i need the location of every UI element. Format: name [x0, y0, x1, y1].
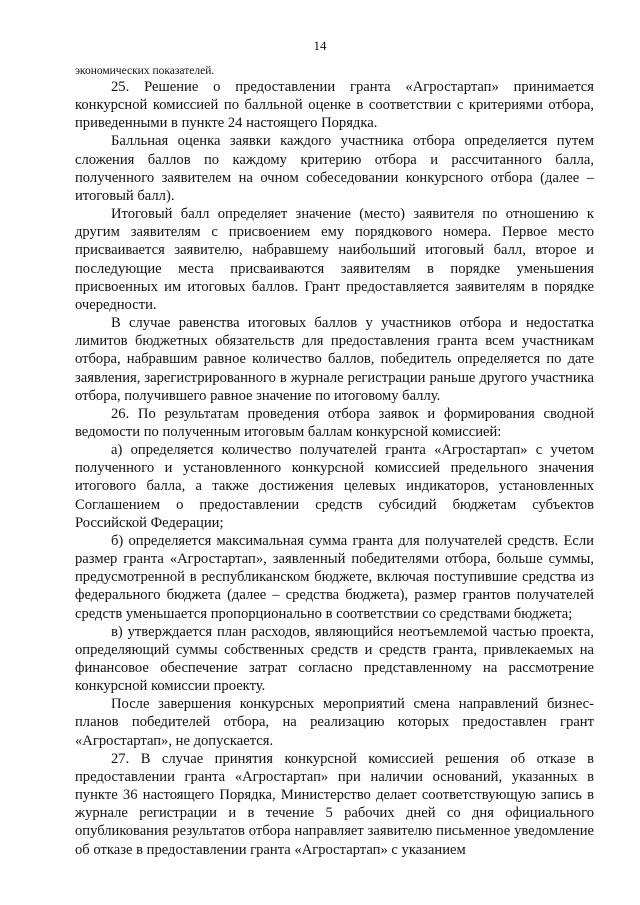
continued-line: экономических показателей.	[75, 65, 215, 77]
paragraph-26-b: б) определяется максимальная сумма гранта для получателей средств. Если размер гранта «Агростартап», заявленный победителями отбора, больше суммы, предусмотренной в республиканском бюджете, включая поступившие средства из федерального бюджета (далее – средства бюджета), размер грантов получателей средств уменьшается пропорционально в соответствии со средствами бюджета;	[75, 532, 594, 622]
paragraph-26: 26. По результатам проведения отбора заявок и формирования сводной ведомости по полученным итоговым баллам конкурсной комиссией:	[75, 405, 594, 440]
paragraph-ranking: Итоговый балл определяет значение (место) заявителя по отношению к другим заявителям с присвоением ему порядкового номера. Первое место присваивается заявителю, набравшему наибольший итоговый балл, второе и последующие места присваиваются заявителям в порядке уменьшения присвоенных им итоговых баллов. Грант предоставляется заявителям в порядке очередности.	[75, 206, 594, 313]
paragraph-27: 27. В случае принятия конкурсной комиссией решения об отказе в предоставлении гранта «Агростартап» при наличии оснований, указанных в пункте 36 настоящего Порядка, Министерство делает соответствующую запись в журнале регистрации и в течение 5 рабочих дней со дня официального опубликования результатов отбора направляет заявителю письменное уведомление об отказе в предоставлении гранта «Агростартап» с указанием	[75, 750, 594, 858]
paragraph-25: 25. Решение о предоставлении гранта «Агростартап» принимается конкурсной комиссией по балльной оценке в соответствии с критериями отбора, приведенными в пункте 24 настоящего Порядка.	[75, 79, 594, 132]
document-body	[75, 78, 594, 859]
paragraph-26-v: в) утверждается план расходов, являющийся неотъемлемой частью проекта, определяющий суммы собственных средств и средств гранта, привлекаемых на финансовое обеспечение затрат согласно представленному на рассмотрение конкурсной комиссии проекту.	[75, 623, 594, 695]
paragraph-tie-break: В случае равенства итоговых баллов у участников отбора и недостатка лимитов бюджетных обязательств для предоставления гранта всем участникам отбора, набравшим равное количество баллов, победитель определяется по дате заявления, зарегистрированного в журнале регистрации раньше другого участника отбора, получившего равное значение по итоговому баллу.	[75, 315, 594, 404]
paragraph-scoring: Балльная оценка заявки каждого участника отбора определяется путем сложения баллов по каждому критерию отбора и рассчитанного балла, полученного заявителем на очном собеседовании конкурсного отбора (далее – итоговый балл).	[75, 133, 594, 204]
paragraph-26-a: а) определяется количество получателей гранта «Агростартап» с учетом полученного и установленного конкурсной комиссией предельного значения итогового балла, а также достижения целевых индикаторов, установленных Соглашением о предоставлении средств субсидий бюджетам субъектов Российской Федерации;	[75, 442, 594, 531]
paragraph-business-plans: После завершения конкурсных мероприятий смена направлений бизнес-планов победителей отбора, на реализацию которых предоставлен грант «Агростартап», не допускается.	[75, 696, 594, 749]
page-number: 14	[313, 38, 327, 53]
